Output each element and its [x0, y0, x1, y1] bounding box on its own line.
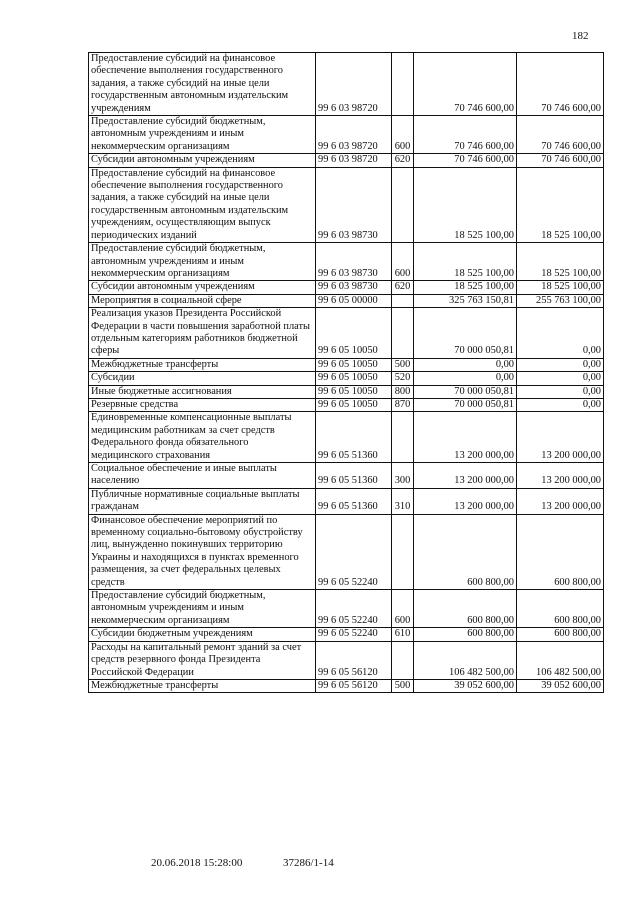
row-amount-1: 18 525 100,00	[414, 167, 517, 242]
row-name: Субсидии бюджетным учреждениям	[89, 628, 316, 641]
row-amount-1: 600 800,00	[414, 628, 517, 641]
row-amount-1: 39 052 600,00	[414, 679, 517, 692]
row-amount-1: 18 525 100,00	[414, 281, 517, 294]
row-expense-type: 620	[392, 281, 414, 294]
table-row	[89, 167, 604, 242]
row-amount-2: 70 746 600,00	[517, 53, 604, 116]
row-amount-2: 0,00	[517, 398, 604, 411]
row-expense-type: 500	[392, 679, 414, 692]
page-number: 182	[572, 30, 589, 42]
row-code: 99 6 05 10050	[316, 385, 392, 398]
table-row	[89, 53, 604, 116]
row-amount-2: 18 525 100,00	[517, 281, 604, 294]
row-expense-type: 870	[392, 398, 414, 411]
row-code: 99 6 05 52240	[316, 628, 392, 641]
row-name: Мероприятия в социальной сфере	[89, 294, 316, 307]
budget-table-body	[89, 53, 604, 693]
row-name: Субсидии	[89, 372, 316, 385]
row-code: 99 6 05 10050	[316, 308, 392, 359]
row-code: 99 6 05 51360	[316, 463, 392, 489]
table-row	[89, 294, 604, 307]
row-code: 99 6 03 98720	[316, 53, 392, 116]
row-code: 99 6 03 98730	[316, 281, 392, 294]
row-code: 99 6 05 00000	[316, 294, 392, 307]
row-amount-2: 70 746 600,00	[517, 154, 604, 167]
row-expense-type	[392, 641, 414, 679]
row-amount-2: 39 052 600,00	[517, 679, 604, 692]
row-amount-2: 13 200 000,00	[517, 463, 604, 489]
row-expense-type: 600	[392, 116, 414, 154]
row-code: 99 6 05 56120	[316, 679, 392, 692]
table-row	[89, 514, 604, 589]
row-code: 99 6 03 98720	[316, 116, 392, 154]
table-row	[89, 243, 604, 281]
row-expense-type: 500	[392, 358, 414, 371]
row-amount-2: 13 200 000,00	[517, 412, 604, 463]
row-amount-1: 106 482 500,00	[414, 641, 517, 679]
row-code: 99 6 03 98730	[316, 167, 392, 242]
row-expense-type: 600	[392, 590, 414, 628]
footer-datetime: 20.06.2018 15:28:00	[151, 857, 243, 869]
row-code: 99 6 03 98730	[316, 243, 392, 281]
row-name: Межбюджетные трансферты	[89, 358, 316, 371]
row-amount-2: 0,00	[517, 372, 604, 385]
row-amount-1: 18 525 100,00	[414, 243, 517, 281]
table-row	[89, 281, 604, 294]
row-amount-2: 600 800,00	[517, 628, 604, 641]
row-name: Предоставление субсидий бюджетным, автономным учреждениям и иным некоммерческим организациям	[89, 590, 316, 628]
row-amount-1: 70 746 600,00	[414, 154, 517, 167]
table-row	[89, 372, 604, 385]
row-amount-1: 70 000 050,81	[414, 398, 517, 411]
table-row	[89, 358, 604, 371]
table-row	[89, 488, 604, 514]
row-amount-1: 600 800,00	[414, 514, 517, 589]
row-amount-2: 70 746 600,00	[517, 116, 604, 154]
row-name: Межбюджетные трансферты	[89, 679, 316, 692]
row-amount-1: 70 000 050,81	[414, 385, 517, 398]
row-name: Предоставление субсидий бюджетным, автономным учреждениям и иным некоммерческим организациям	[89, 243, 316, 281]
row-expense-type	[392, 412, 414, 463]
table-row	[89, 308, 604, 359]
row-amount-1: 70 746 600,00	[414, 116, 517, 154]
row-amount-1: 13 200 000,00	[414, 488, 517, 514]
row-name: Финансовое обеспечение мероприятий по временному социально-бытовому обустройству лиц, вынужденно покинувших территорию Украины и находящихся в пунктах временного размещения, за счет федеральных целевых средств	[89, 514, 316, 589]
row-expense-type	[392, 294, 414, 307]
row-name: Расходы на капитальный ремонт зданий за счет средств резервного фонда Президента Российской Федерации	[89, 641, 316, 679]
row-expense-type: 610	[392, 628, 414, 641]
row-expense-type: 600	[392, 243, 414, 281]
row-amount-2: 0,00	[517, 358, 604, 371]
table-row	[89, 679, 604, 692]
table-row	[89, 641, 604, 679]
row-name: Субсидии автономным учреждениям	[89, 154, 316, 167]
row-amount-1: 13 200 000,00	[414, 463, 517, 489]
row-amount-2: 255 763 100,00	[517, 294, 604, 307]
row-amount-2: 106 482 500,00	[517, 641, 604, 679]
budget-table	[88, 52, 604, 693]
row-code: 99 6 03 98720	[316, 154, 392, 167]
row-amount-2: 600 800,00	[517, 514, 604, 589]
row-name: Социальное обеспечение и иные выплаты населению	[89, 463, 316, 489]
row-code: 99 6 05 10050	[316, 358, 392, 371]
row-amount-2: 600 800,00	[517, 590, 604, 628]
row-expense-type: 620	[392, 154, 414, 167]
row-expense-type	[392, 308, 414, 359]
footer-document-number: 37286/1-14	[283, 857, 334, 869]
table-row	[89, 385, 604, 398]
row-name: Резервные средства	[89, 398, 316, 411]
table-row	[89, 590, 604, 628]
row-name: Предоставление субсидий на финансовое обеспечение выполнения государственного задания, а также субсидий на иные цели государственным автономным издательским учреждениям	[89, 53, 316, 116]
row-expense-type	[392, 167, 414, 242]
row-expense-type	[392, 514, 414, 589]
row-amount-2: 0,00	[517, 308, 604, 359]
row-amount-1: 600 800,00	[414, 590, 517, 628]
row-code: 99 6 05 10050	[316, 372, 392, 385]
row-name: Предоставление субсидий бюджетным, автономным учреждениям и иным некоммерческим организациям	[89, 116, 316, 154]
row-amount-1: 13 200 000,00	[414, 412, 517, 463]
row-name: Предоставление субсидий на финансовое обеспечение выполнения государственного задания, а также субсидий на иные цели государственным автономным издательским учреждениям, осуществляющим выпуск периодических изданий	[89, 167, 316, 242]
row-expense-type: 300	[392, 463, 414, 489]
table-row	[89, 154, 604, 167]
row-code: 99 6 05 56120	[316, 641, 392, 679]
row-code: 99 6 05 52240	[316, 514, 392, 589]
row-expense-type: 520	[392, 372, 414, 385]
row-amount-2: 0,00	[517, 385, 604, 398]
table-row	[89, 412, 604, 463]
row-amount-1: 0,00	[414, 372, 517, 385]
row-code: 99 6 05 10050	[316, 398, 392, 411]
row-amount-1: 0,00	[414, 358, 517, 371]
row-name: Единовременные компенсационные выплаты медицинским работникам за счет средств Федерального фонда обязательного медицинского страхования	[89, 412, 316, 463]
row-amount-1: 70 000 050,81	[414, 308, 517, 359]
row-amount-1: 70 746 600,00	[414, 53, 517, 116]
row-amount-2: 18 525 100,00	[517, 167, 604, 242]
row-code: 99 6 05 51360	[316, 412, 392, 463]
row-amount-1: 325 763 150,81	[414, 294, 517, 307]
row-expense-type	[392, 53, 414, 116]
table-row	[89, 116, 604, 154]
row-name: Субсидии автономным учреждениям	[89, 281, 316, 294]
table-row	[89, 463, 604, 489]
table-row	[89, 398, 604, 411]
row-amount-2: 18 525 100,00	[517, 243, 604, 281]
row-name: Иные бюджетные ассигнования	[89, 385, 316, 398]
row-expense-type: 800	[392, 385, 414, 398]
row-code: 99 6 05 51360	[316, 488, 392, 514]
row-code: 99 6 05 52240	[316, 590, 392, 628]
row-name: Реализация указов Президента Российской Федерации в части повышения заработной платы отдельным категориям работников бюджетной сферы	[89, 308, 316, 359]
row-amount-2: 13 200 000,00	[517, 488, 604, 514]
table-row	[89, 628, 604, 641]
row-expense-type: 310	[392, 488, 414, 514]
row-name: Публичные нормативные социальные выплаты гражданам	[89, 488, 316, 514]
